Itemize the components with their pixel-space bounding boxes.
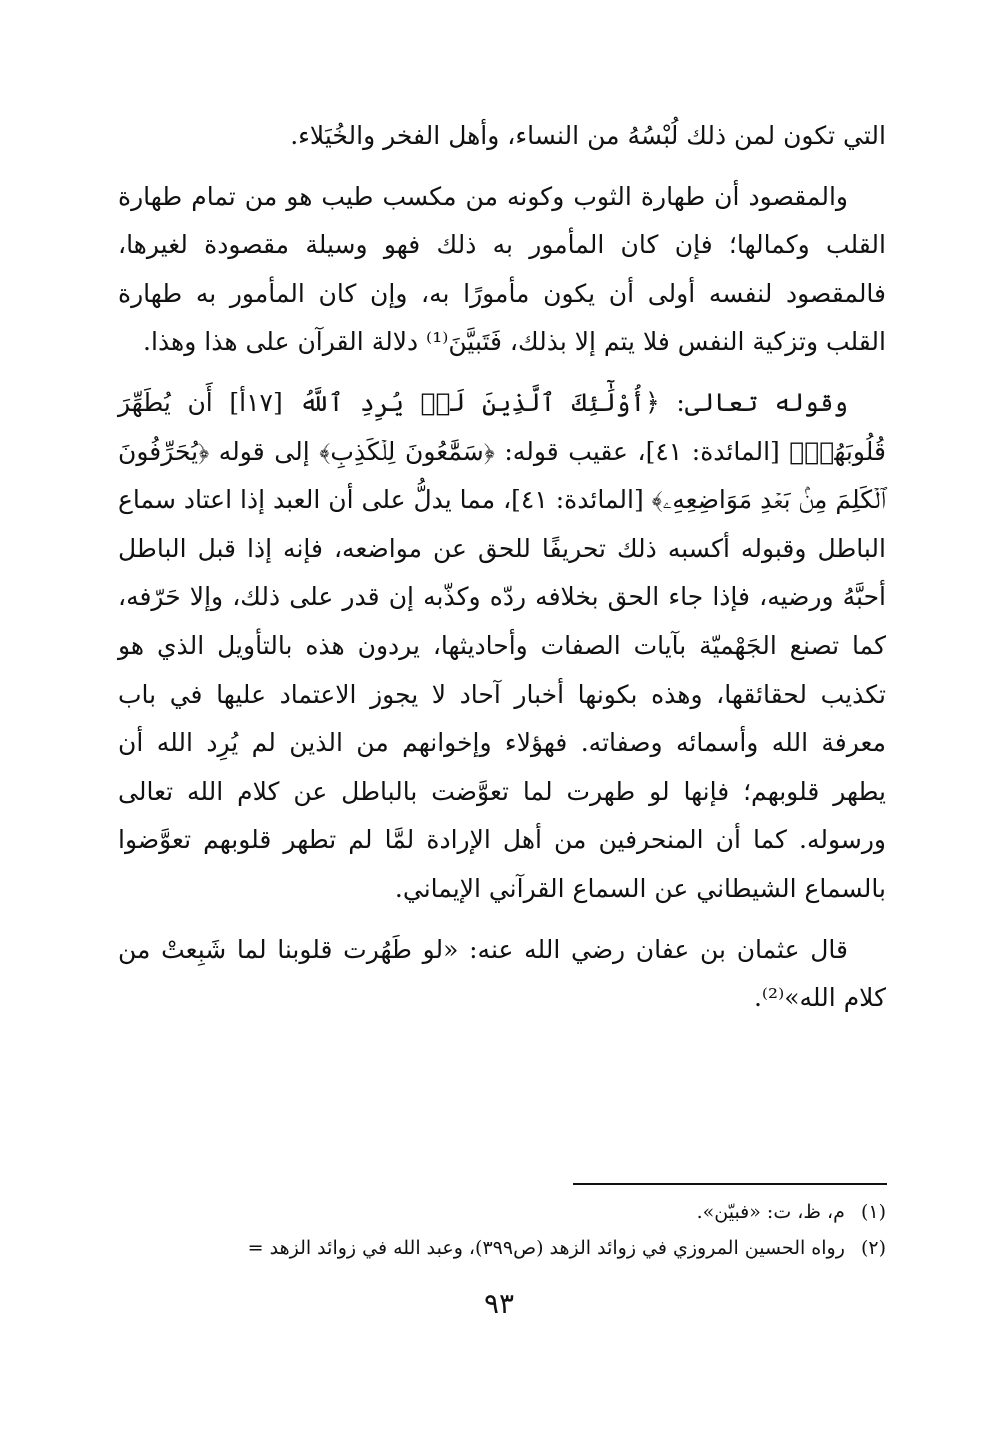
main-text [118, 112, 886, 1023]
paragraph-1: التي تكون لمن ذلك لُبْسُهُ من النساء، وأهل الفخر والخُيَلاء. [290, 121, 886, 150]
footnote-number: (٢) [860, 1237, 886, 1259]
page-number: ٩٣ [483, 1287, 515, 1320]
footnote-2 [108, 1230, 886, 1266]
paragraph-3: وقوله تعالى: ﴿أُوْلَٰٓئِكَ ٱلَّذِينَ لَمۡ يُرِدِ ٱللَّهُ [١٧أ] أَن يُطَهِّرَ قُلُوبَهُمۡ﴾ [المائدة: ٤١]، عقيب قوله: ﴿سَمَّٰعُونَ لِلۡكَذِبِ﴾ إلى قوله ﴿يُحَرِّفُونَ ٱلۡكَلِمَ مِنۢ بَعۡدِ مَوَاضِعِهِۦ﴾ [المائدة: ٤١]، مما يدلُّ على أن العبد إذا اعتاد سماع الباطل وقبوله أكسبه ذلك تحريفًا للحق عن مواضعه، فإنه إذا قبل الباطل أحبَّهُ ورضيه، فإذا جاء الحق بخلافه ردّه وكذّبه إن قدر على ذلك، وإلا حَرّفه، كما تصنع الجَهْميّة بآيات الصفات وأحاديثها، يردون هذه بالتأويل الذي هو تكذيب لحقائقها، وهذه بكونها أخبار آحاد لا يجوز الاعتماد عليها في باب معرفة الله وأسمائه وصفاته. فهؤلاء وإخوانهم من الذين لم يُرِد الله أن يطهر قلوبهم؛ فإنها لو طهرت لما تعوَّضت بالباطل عن كلام الله تعالى ورسوله. كما أن المنحرفين من أهل الإرادة لمَّا لم تطهر قلوبهم تعوَّضوا بالسماع الشيطاني عن السماع القرآني الإيماني. [118, 387, 886, 903]
footnote-text: رواه الحسين المروزي في زوائد الزهد (ص٣٩٩)، وعبد الله في زوائد الزهد = [247, 1237, 845, 1259]
footnote-1 [108, 1194, 886, 1230]
paragraph-4: قال عثمان بن عفان رضي الله عنه: «لو طَهُرت قلوبنا لما شَبِعتْ من كلام الله»⁽²⁾. [118, 934, 886, 1013]
footnotes [108, 1194, 886, 1266]
paragraph-2: والمقصود أن طهارة الثوب وكونه من مكسب طيب هو من تمام طهارة القلب وكمالها؛ فإن كان المأمور به ذلك فهو وسيلة مقصودة لغيرها، فالمقصود لنفسه أولى أن يكون مأمورًا به، وإن كان المأمور به طهارة القلب وتزكية النفس فلا يتم إلا بذلك، فَتَبيَّنَ⁽¹⁾ دلالة القرآن على هذا وهذا. [118, 181, 886, 357]
footnote-text: م، ظ، ت: «فبيّن». [696, 1201, 845, 1223]
footnote-number: (١) [860, 1201, 886, 1223]
footnote-separator [573, 1183, 887, 1185]
